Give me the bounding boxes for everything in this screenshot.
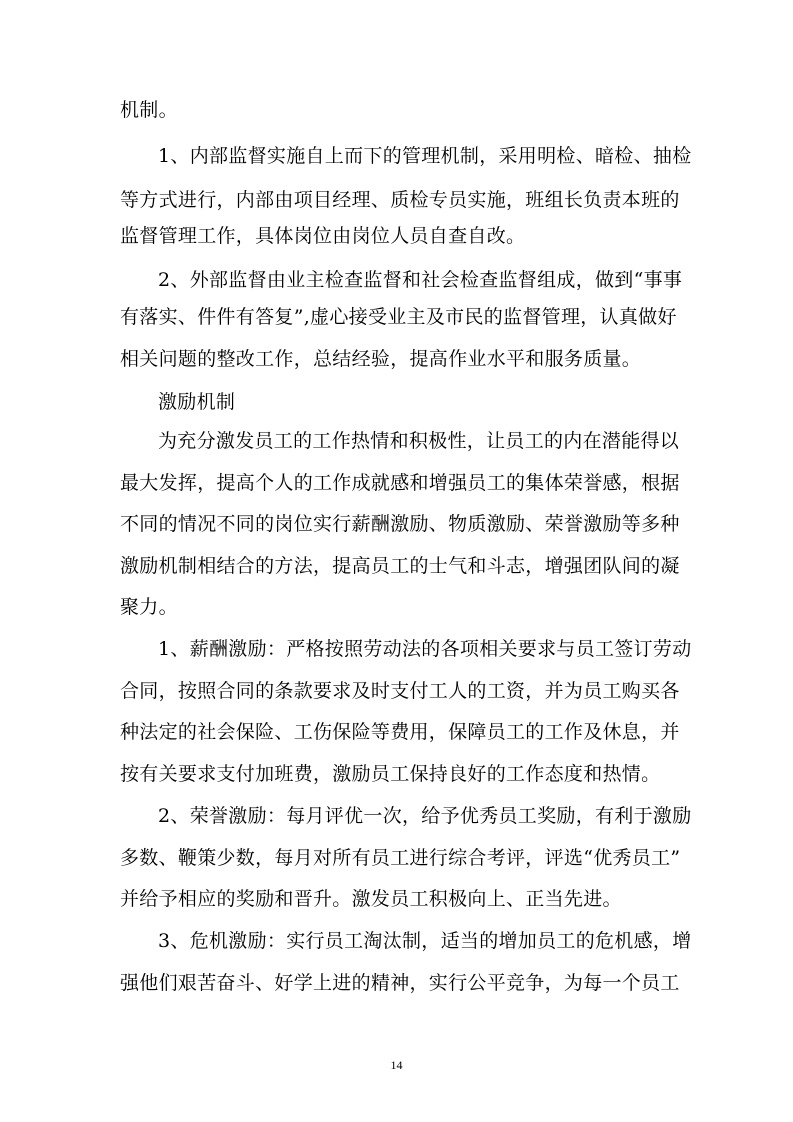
text-line: 2、荣誉激励：每月评优一次，给予优秀员工奖励，有利于激励 — [158, 805, 692, 827]
text-line: 1、薪酬激励：严格按照劳动法的各项相关要求与员工签订劳动 — [158, 638, 692, 660]
text-line: 机制。 — [120, 99, 178, 121]
text-line: 多数、鞭策少数，每月对所有员工进行综合考评，评选“优秀员工” — [120, 847, 681, 869]
text-line: 最大发挥，提高个人的工作成就感和增强员工的集体荣誉感，根据 — [120, 472, 680, 494]
text-line: 种法定的社会保险、工伤保险等费用，保障员工的工作及休息，并 — [120, 721, 680, 743]
text-line: 相关问题的整改工作，总结经验，提高作业水平和服务质量。 — [120, 348, 642, 370]
text-line: 2、外部监督由业主检查监督和社会检查监督组成，做到“事事 — [158, 269, 683, 291]
text-line: 监督管理工作，具体岗位由岗位人员自查自改。 — [120, 225, 526, 247]
text-line: 1、内部监督实施自上而下的管理机制，采用明检、暗检、抽检 — [158, 145, 692, 167]
page-number: 14 — [390, 1058, 403, 1072]
text-line: 按有关要求支付加班费，激励员工保持良好的工作态度和热情。 — [120, 763, 661, 785]
text-line: 聚力。 — [120, 596, 178, 618]
text-line: 为充分激发员工的工作热情和积极性，让员工的内在潜能得以 — [158, 430, 680, 452]
text-line: 合同，按照合同的条款要求及时支付工人的工资，并为员工购买各 — [120, 680, 680, 702]
text-line: 3、危机激励：实行员工淘汰制，适当的增加员工的危机感，增 — [158, 930, 692, 952]
text-line: 等方式进行，内部由项目经理、质检专员实施，班组长负责本班的 — [120, 189, 680, 211]
text-line: 不同的情况不同的岗位实行薪酬激励、物质激励、荣誉激励等多种 — [120, 513, 680, 535]
text-line: 强他们艰苦奋斗、好学上进的精神，实行公平竞争，为每一个员工 — [120, 972, 680, 994]
section-heading: 激励机制 — [158, 391, 236, 413]
text-line: 有落实、件件有答复”,虚心接受业主及市民的监督管理，认真做好 — [120, 306, 677, 328]
text-line: 并给予相应的奖励和晋升。激发员工积极向上、正当先进。 — [120, 888, 622, 910]
text-line: 激励机制相结合的方法，提高员工的士气和斗志，增强团队间的凝 — [120, 555, 680, 577]
